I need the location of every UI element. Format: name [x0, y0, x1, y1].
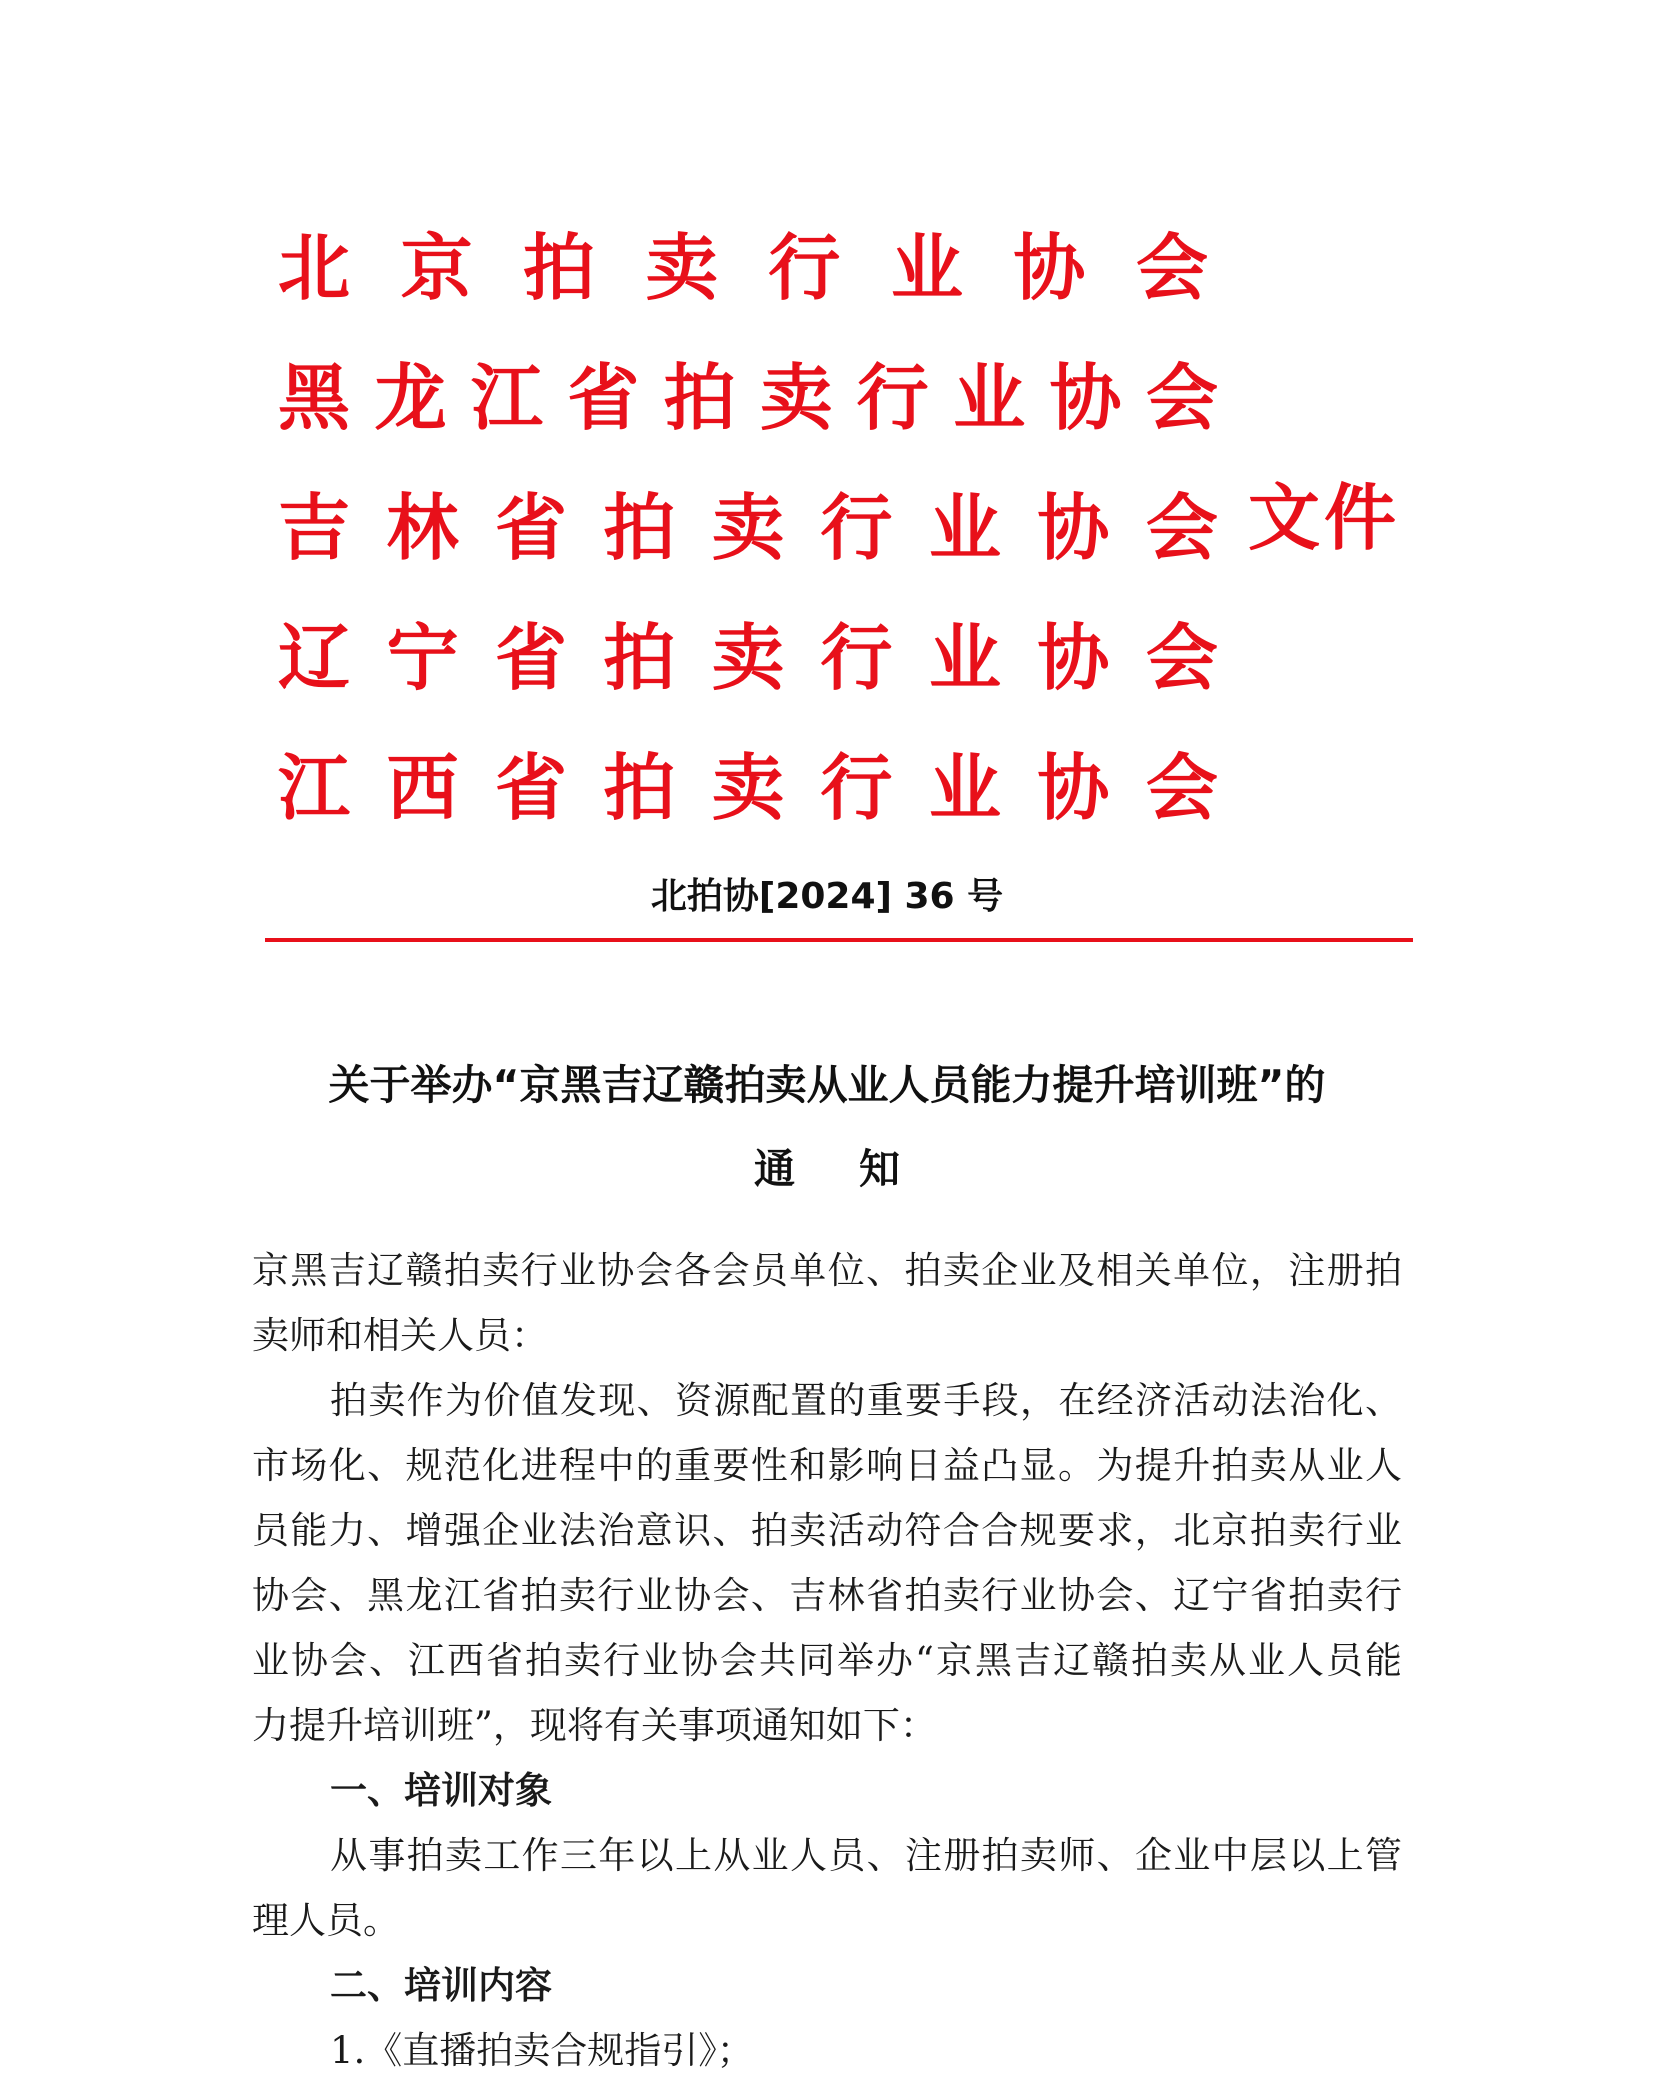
paragraph-line: 力提升培训班”，现将有关事项通知如下： [252, 1704, 937, 1747]
issuer-char: 省 [494, 486, 567, 570]
addressee-line: 卖师和相关人员： [252, 1314, 548, 1357]
issuer-jiangxi [278, 738, 1218, 838]
issuer-char: 拍 [603, 616, 676, 700]
addressee-line: 京黑吉辽赣拍卖行业协会各会员单位、拍卖企业及相关单位，注册拍 [252, 1249, 1402, 1292]
issuer-char: 拍 [663, 356, 736, 440]
issuer-char: 江 [278, 746, 351, 830]
issuer-char: 会 [1135, 226, 1208, 310]
issuer-char: 宁 [386, 616, 459, 700]
issuer-char: 拍 [603, 486, 676, 570]
issuer-char: 拍 [523, 226, 596, 310]
issuer-jilin [278, 478, 1218, 578]
issuer-char: 业 [928, 616, 1001, 700]
paragraph-line: 理人员。 [252, 1899, 400, 1942]
paragraph-line: 员能力、增强企业法治意识、拍卖活动符合合规要求，北京拍卖行业 [252, 1509, 1402, 1552]
issuer-char: 江 [470, 356, 543, 440]
section-heading: 一、培训对象 [330, 1769, 552, 1812]
notice-title: 关于举办“京黑吉辽赣拍卖从业人员能力提升培训班”的 [328, 1061, 1326, 1109]
red-header-rule [265, 938, 1413, 942]
issuer-char: 业 [928, 486, 1001, 570]
issuer-char: 省 [494, 616, 567, 700]
issuer-char: 会 [1145, 486, 1218, 570]
issuer-char: 吉 [278, 486, 351, 570]
issuer-char: 卖 [711, 746, 784, 830]
issuer-char: 行 [820, 746, 893, 830]
issuer-beijing [278, 218, 1208, 318]
issuer-char: 辽 [278, 616, 351, 700]
issuing-organizations [278, 218, 1438, 838]
issuer-char: 北 [278, 226, 351, 310]
issuer-char: 会 [1145, 616, 1218, 700]
document-word: 文件 [1248, 476, 1401, 560]
issuer-char: 黑 [278, 356, 351, 440]
issuer-char: 京 [400, 226, 473, 310]
issuer-char: 会 [1145, 746, 1218, 830]
issuer-char: 龙 [374, 356, 447, 440]
issuer-char: 拍 [603, 746, 676, 830]
list-item: 1.《直播拍卖合规指引》； [330, 2029, 754, 2072]
issuer-char: 省 [494, 746, 567, 830]
issuer-heilongjiang [278, 348, 1218, 448]
notice-body [252, 1238, 1402, 2083]
section-heading: 二、培训内容 [330, 1964, 552, 2007]
issuer-char: 行 [820, 616, 893, 700]
issuer-char: 行 [856, 356, 929, 440]
issuer-char: 协 [1049, 356, 1122, 440]
issuer-char: 业 [890, 226, 963, 310]
issuer-char: 林 [386, 486, 459, 570]
issuer-char: 西 [386, 746, 459, 830]
issuer-char: 会 [1145, 356, 1218, 440]
issuer-char: 卖 [760, 356, 833, 440]
paragraph-line: 从事拍卖工作三年以上从业人员、注册拍卖师、企业中层以上管 [330, 1834, 1402, 1877]
issuer-char: 协 [1037, 746, 1110, 830]
paragraph-line: 协会、黑龙江省拍卖行业协会、吉林省拍卖行业协会、辽宁省拍卖行 [252, 1574, 1402, 1617]
issuer-char: 行 [768, 226, 841, 310]
paragraph-line: 业协会、江西省拍卖行业协会共同举办“京黑吉辽赣拍卖从业人员能 [252, 1639, 1402, 1682]
issuer-char: 卖 [645, 226, 718, 310]
document-number: 北拍协[2024] 36 号 [650, 876, 1004, 917]
issuer-char: 业 [928, 746, 1001, 830]
issuer-char: 卖 [711, 616, 784, 700]
issuer-char: 协 [1037, 616, 1110, 700]
issuer-liaoning [278, 608, 1218, 708]
paragraph-line: 拍卖作为价值发现、资源配置的重要手段，在经济活动法治化、 [330, 1379, 1402, 1422]
paragraph-line: 市场化、规范化进程中的重要性和影响日益凸显。为提升拍卖从业人 [252, 1444, 1402, 1487]
notice-title-line2: 通知 [754, 1145, 964, 1193]
issuer-char: 卖 [711, 486, 784, 570]
issuer-char: 行 [820, 486, 893, 570]
issuer-char: 协 [1013, 226, 1086, 310]
issuer-char: 省 [567, 356, 640, 440]
issuer-char: 业 [953, 356, 1026, 440]
issuer-char: 协 [1037, 486, 1110, 570]
